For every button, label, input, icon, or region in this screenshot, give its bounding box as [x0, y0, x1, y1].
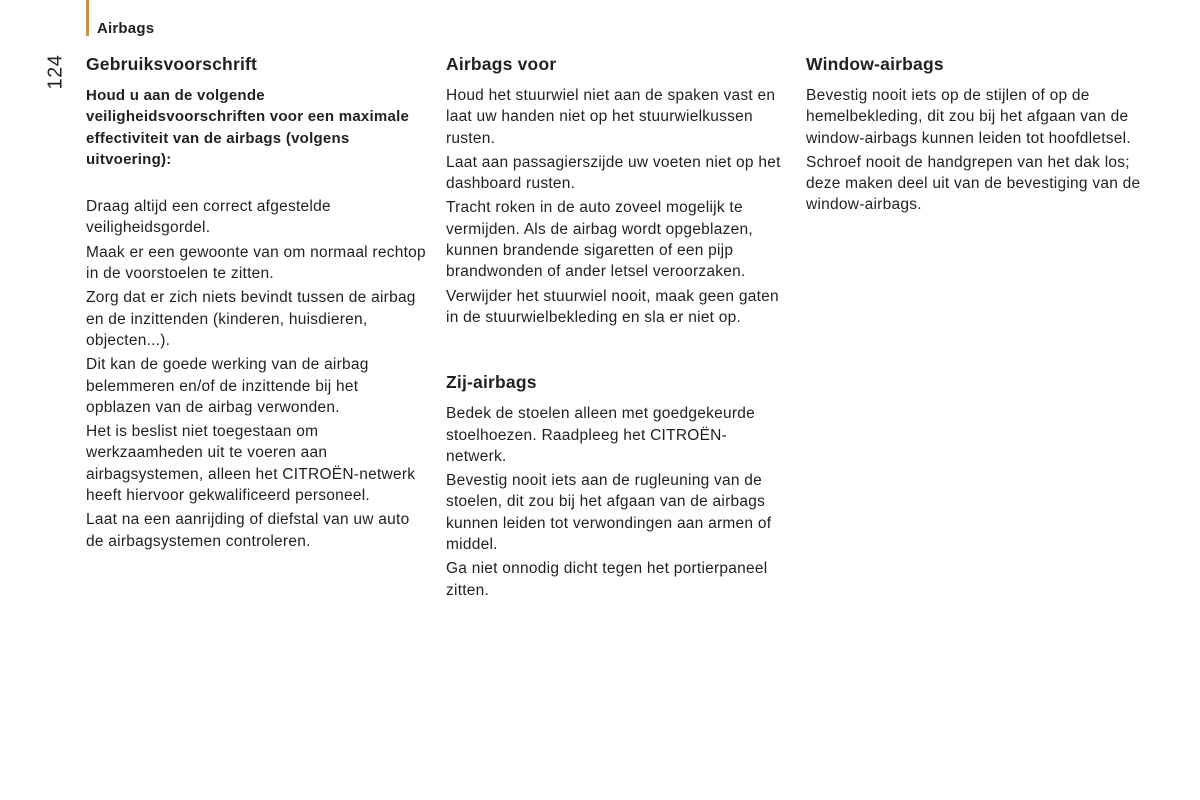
page-number: 124	[44, 54, 67, 90]
paragraph: Laat na een aanrijding of diefstal van uw auto de airbagsystemen controleren.	[86, 511, 410, 550]
column-usage-instructions	[86, 54, 426, 555]
heading-front-airbags: Airbags voor	[446, 54, 557, 74]
paragraph: Bevestig nooit iets aan de rugleuning van de stoelen, dit zou bij het afgaan van de airbags kunnen leiden tot verwondingen aan armen of middel.	[446, 472, 772, 554]
paragraph: Ga niet onnodig dicht tegen het portierpaneel zitten.	[446, 560, 768, 599]
paragraph: Bedek de stoelen alleen met goedgekeurde stoelhoezen. Raadpleeg het CITROËN-netwerk.	[446, 405, 756, 465]
paragraph: Zorg dat er zich niets bevindt tussen de airbag en de inzittenden (kinderen, huisdieren, objecten...).	[86, 289, 416, 349]
paragraph: Dit kan de goede werking van de airbag belemmeren en/of de inzittende bij het opblazen van de airbag verwonden.	[86, 356, 369, 416]
section-spacer	[446, 331, 786, 372]
heading-window-airbags: Window-airbags	[806, 54, 944, 74]
column-front-side-airbags	[446, 54, 786, 604]
column-window-airbags	[806, 54, 1146, 219]
section-title: Airbags	[97, 20, 155, 37]
paragraph: Bevestig nooit iets op de stijlen of op de hemelbekleding, dit zou bij het afgaan van de window-airbags kunnen leiden tot hoofdletsel.	[806, 87, 1131, 147]
heading-side-airbags: Zij-airbags	[446, 372, 537, 393]
intro-text: Houd u aan de volgende veiligheidsvoorschriften voor een maximale effectiviteit van de airbags (volgens uitvoering):	[86, 87, 410, 168]
paragraph: Tracht roken in de auto zoveel mogelijk te vermijden. Als de airbag wordt opgeblazen, kunnen brandende sigaretten of een pijp brandwonden of ander letsel veroorzaken.	[446, 199, 753, 281]
section-accent-bar	[86, 0, 89, 36]
paragraph: Verwijder het stuurwiel nooit, maak geen gaten in de stuurwielbekleding en sla er niet op.	[446, 287, 779, 326]
paragraph: Laat aan passagierszijde uw voeten niet op het dashboard rusten.	[446, 153, 781, 193]
paragraph: Schroef nooit de handgrepen van het dak los; deze maken deel uit van de bevestiging van de window-airbags.	[806, 153, 1141, 214]
heading-usage-instructions: Gebruiksvoorschrift	[86, 54, 258, 74]
paragraph: Het is beslist niet toegestaan om werkzaamheden uit te voeren aan airbagsystemen, alleen het CITROËN-netwerk heeft hiervoor gekwalificeerd personeel.	[86, 423, 416, 505]
paragraph: Draag altijd een correct afgestelde veiligheidsgordel.	[86, 198, 331, 237]
paragraph: Maak er een gewoonte van om normaal rechtop in de voorstoelen te zitten.	[86, 243, 426, 283]
paragraph: Houd het stuurwiel niet aan de spaken vast en laat uw handen niet op het stuurwielkussen rusten.	[446, 87, 776, 147]
